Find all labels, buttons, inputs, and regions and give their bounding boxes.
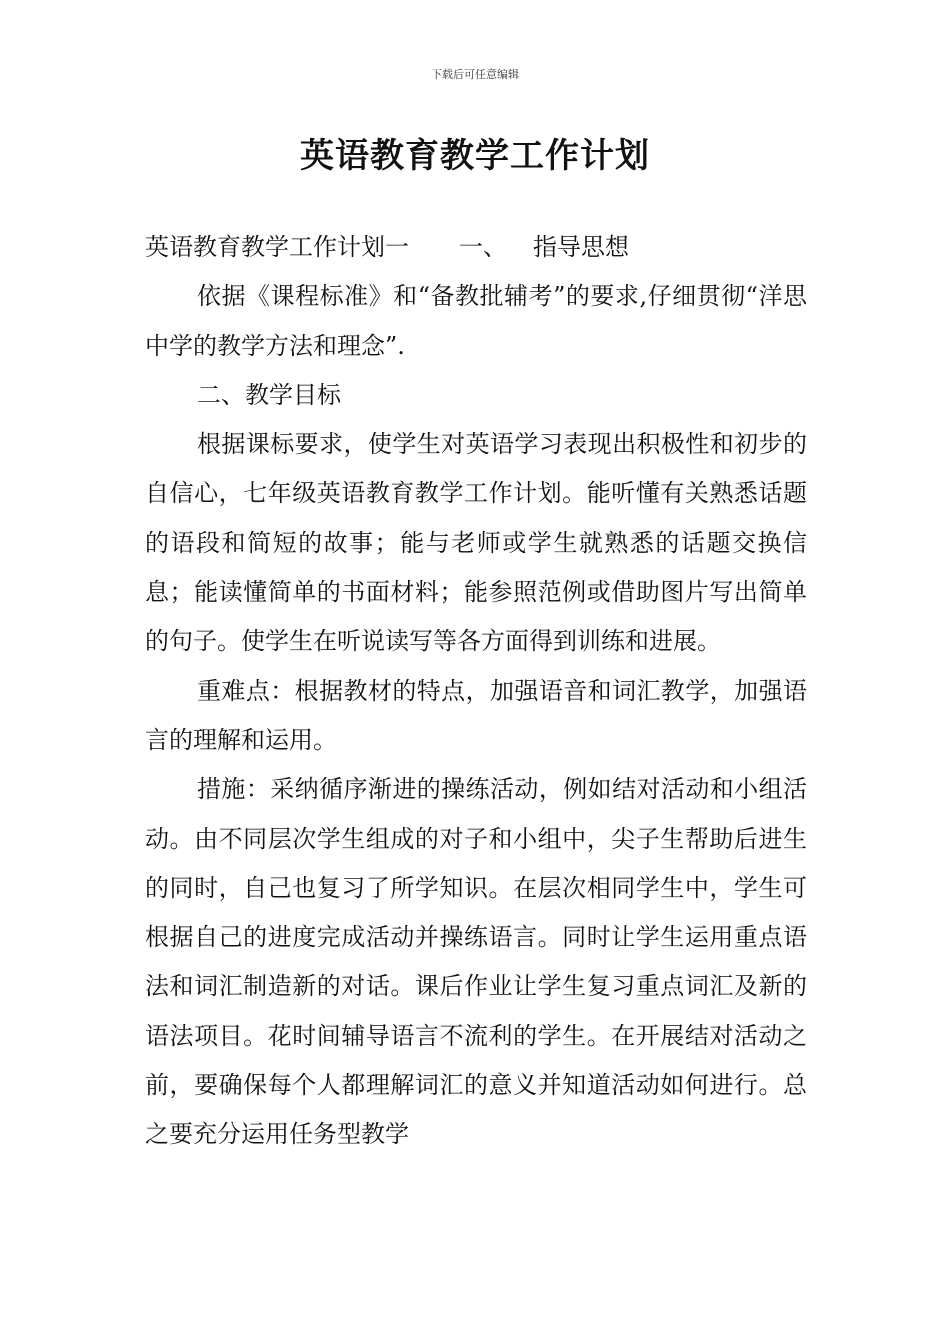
header-note: 下载后可任意编辑 [431,68,519,81]
paragraph-key-points: 重难点：根据教材的特点，加强语音和词汇教学，加强语言的理解和运用。 [145,676,807,754]
section-number: 一、 [459,233,507,261]
document-body [145,223,807,1160]
paragraph-guiding-idea: 依据《课程标准》和“备教批辅考”的要求,仔细贯彻“洋思中学的教学方法和理念”. [145,282,807,360]
paragraph-teaching-goals: 根据课标要求，使学生对英语学习表现出积极性和初步的自信心，七年级英语教育教学工作计划。能听懂有关熟悉话题的语段和简短的故事；能与老师或学生就熟悉的话题交换信息；能读懂简单的书面材料；能参照范例或借助图片写出简单的句子。使学生在听说读写等各方面得到训练和进展。 [145,430,807,656]
paragraph-measures: 措施：采纳循序渐进的操练活动，例如结对活动和小组活动。由不同层次学生组成的对子和小组中，尖子生帮助后进生的同时，自己也复习了所学知识。在层次相同学生中，学生可根据自己的进度完成活动并操练语言。同时让学生运用重点语法和词汇制造新的对话。课后作业让学生复习重点词汇及新的语法项目。花时间辅导语言不流利的学生。在开展结对活动之前，要确保每个人都理解词汇的意义并知道活动如何进行。总之要充分运用任务型教学 [145,775,807,1149]
intro-heading: 英语教育教学工作计划一 [145,233,409,261]
document-title: 英语教育教学工作计划 [300,136,650,176]
intro-line [145,223,807,272]
section-heading-teaching-goals: 二、教学目标 [197,380,341,409]
section-title: 指导思想 [533,233,629,261]
